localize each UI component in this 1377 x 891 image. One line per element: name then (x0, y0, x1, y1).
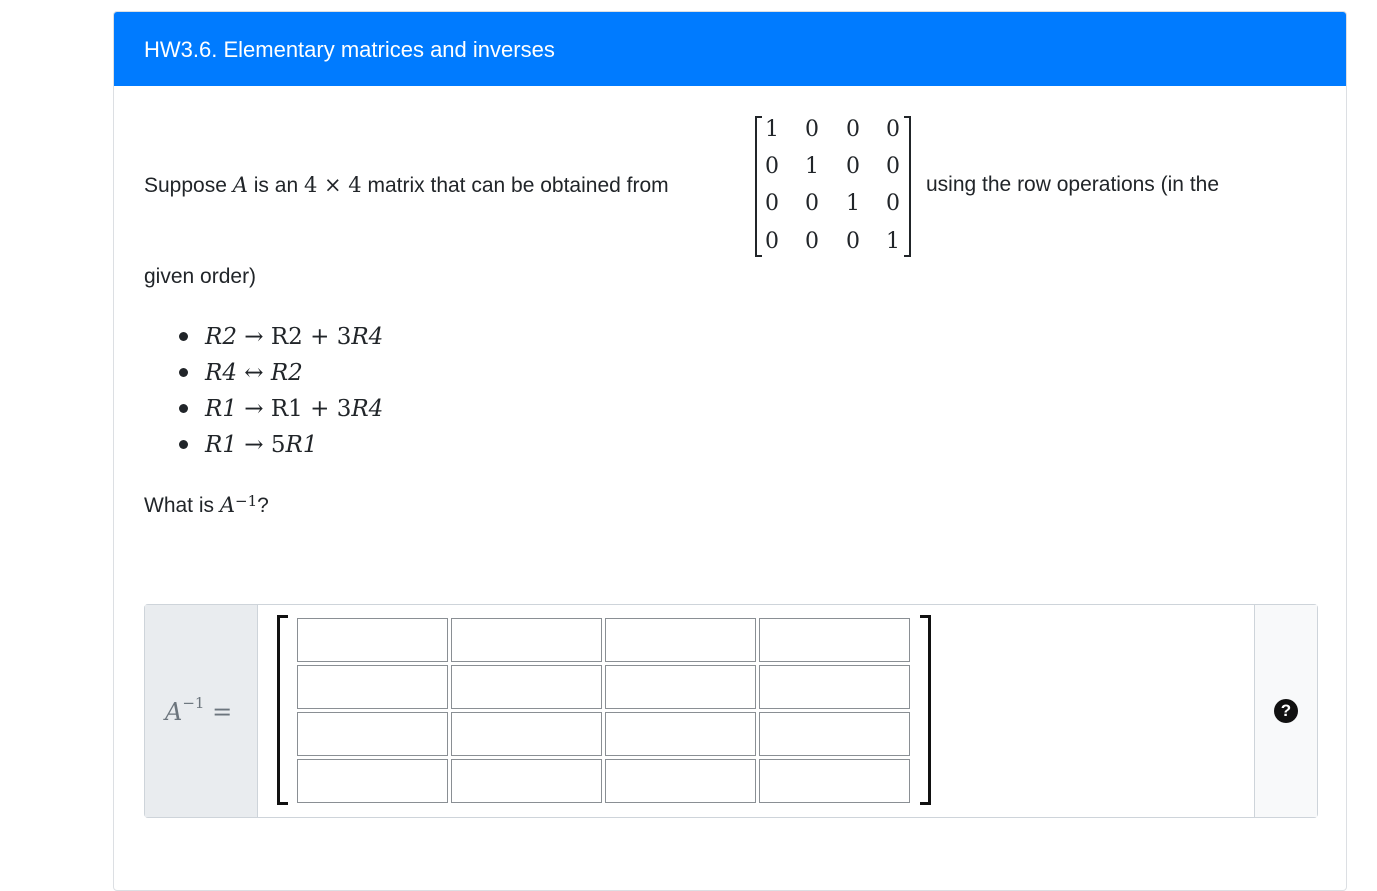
matrix-cell-input-r4c3[interactable] (605, 759, 756, 803)
answer-input-group (144, 604, 1318, 818)
text-suppose: Suppose (144, 174, 227, 197)
identity-cell: 0 (846, 229, 860, 254)
answer-left-bracket (277, 615, 288, 805)
bullet (179, 404, 188, 413)
matrix-cell-input-r4c4[interactable] (759, 759, 910, 803)
matrix-dimension: 4 × 4 (303, 173, 362, 197)
matrix-cell-input-r2c2[interactable] (451, 665, 602, 709)
matrix-cell-input-r3c1[interactable] (297, 712, 448, 756)
identity-cell: 1 (886, 229, 900, 254)
matrix-cell-input-r3c3[interactable] (605, 712, 756, 756)
row-operation: R2 → R2 + 3R4 (175, 320, 383, 356)
matrix-cell-input-r4c2[interactable] (451, 759, 602, 803)
matrix-cell-input-r2c4[interactable] (759, 665, 910, 709)
identity-cell: 0 (846, 117, 860, 142)
answer-label-math: $A^{-1}$ = (165, 694, 233, 726)
identity-cell: 0 (805, 229, 819, 254)
identity-cell: 1 (805, 154, 819, 179)
identity-cell: 1 (846, 191, 860, 216)
identity-cell: 1 (765, 117, 779, 142)
text-obtained: matrix that can be obtained from (367, 174, 669, 197)
identity-cell: 0 (765, 154, 779, 179)
matrix-cell-input-r1c3[interactable] (605, 618, 756, 662)
card-header (114, 12, 1346, 86)
matrix-cell-input-r4c1[interactable] (297, 759, 448, 803)
question-text-what-is: What is $A^{-1}$? (144, 492, 269, 517)
matrix-cell-input-r3c4[interactable] (759, 712, 910, 756)
question-text-using: using the row operations (in the (926, 173, 1220, 196)
answer-right-bracket (920, 615, 931, 805)
help-icon[interactable]: ? (1274, 699, 1298, 723)
matrix-cell-input-r3c2[interactable] (451, 712, 602, 756)
row-operations-list (175, 320, 383, 464)
answer-help-addon (1254, 605, 1317, 817)
bullet (179, 332, 188, 341)
identity-cell: 0 (886, 154, 900, 179)
row-operation: R1 → R1 + 3R4 (175, 392, 383, 428)
identity-cell: 0 (765, 191, 779, 216)
var-a: A (232, 173, 248, 197)
question-title: HW3.6. Elementary matrices and inverses (144, 37, 555, 62)
matrix-cell-input-r1c2[interactable] (451, 618, 602, 662)
question-text-line1 (144, 172, 669, 199)
identity-cell: 0 (886, 117, 900, 142)
identity-cell: 0 (765, 229, 779, 254)
matrix-cell-input-r1c1[interactable] (297, 618, 448, 662)
row-operation: R1 → 5R1 (175, 428, 383, 464)
answer-label (145, 605, 258, 817)
identity-cell: 0 (886, 191, 900, 216)
identity-cell: 0 (805, 191, 819, 216)
identity-cell: 0 (846, 154, 860, 179)
text-is-an: is an (253, 174, 299, 197)
row-operation: R4 ↔ R2 (175, 356, 383, 392)
identity-matrix (755, 115, 911, 260)
question-text-given-order: given order) (144, 265, 257, 288)
matrix-cell-input-r1c4[interactable] (759, 618, 910, 662)
bullet (179, 440, 188, 449)
matrix-cell-input-r2c1[interactable] (297, 665, 448, 709)
matrix-cell-input-r2c3[interactable] (605, 665, 756, 709)
bullet (179, 368, 188, 377)
identity-cell: 0 (805, 117, 819, 142)
